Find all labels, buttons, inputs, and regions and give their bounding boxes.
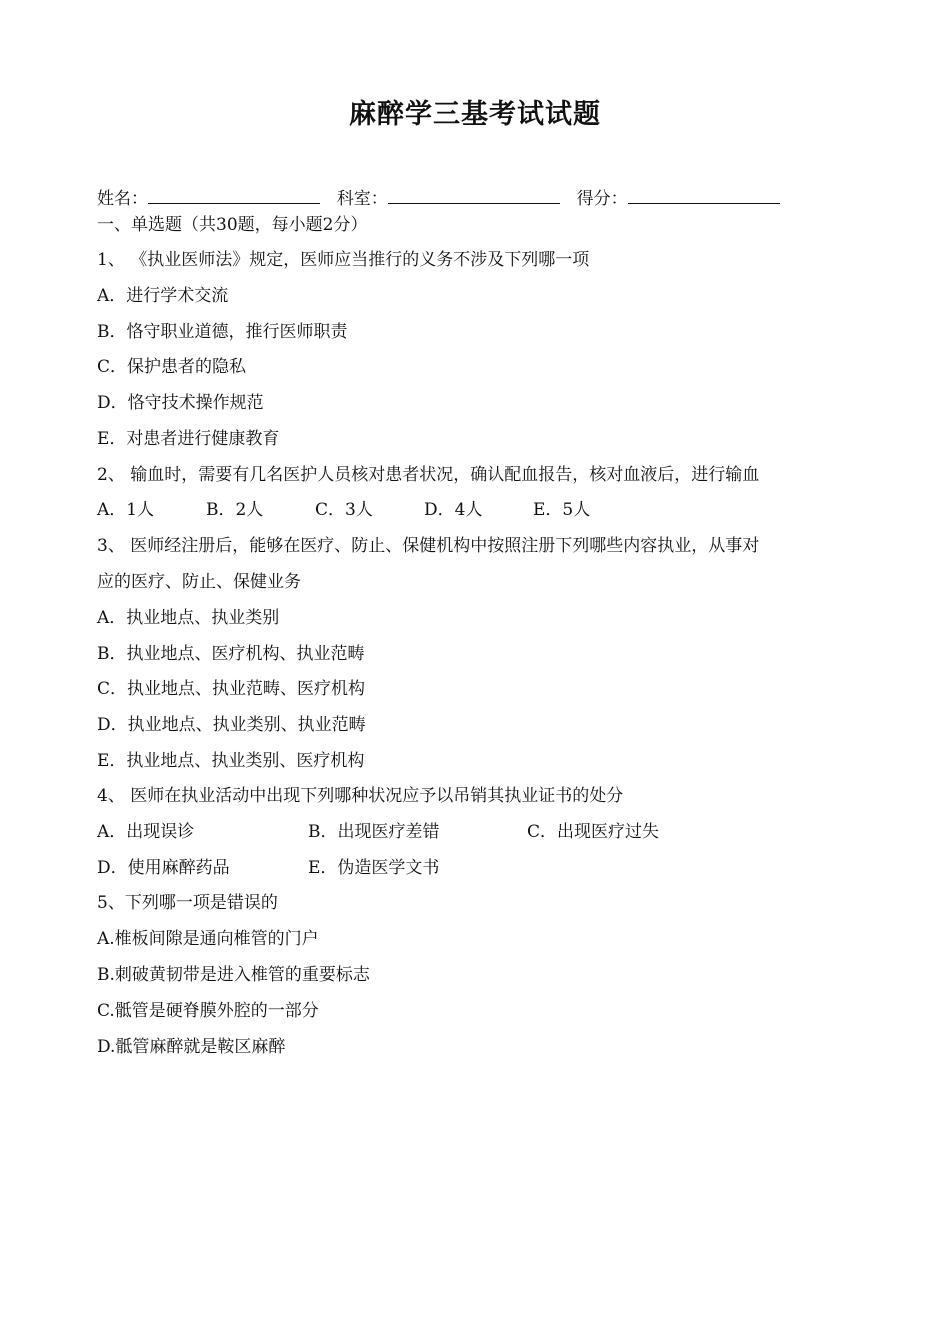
question-4-option-a: A．出现误诊	[97, 822, 195, 842]
score-label: 得分：	[576, 189, 628, 209]
question-2-options	[97, 499, 590, 521]
question-4-options-row-1	[97, 821, 659, 843]
question-2-option-d: D．4人	[424, 500, 483, 520]
score-blank[interactable]	[628, 187, 780, 204]
question-1-option-a: A．进行学术交流	[97, 286, 229, 306]
question-3-option-a: A．执业地点、执业类别	[97, 608, 280, 628]
question-1-option-e: E．对患者进行健康教育	[97, 429, 280, 449]
question-1-option-d: D．恪守技术操作规范	[97, 393, 264, 413]
name-blank[interactable]	[148, 187, 320, 204]
dept-blank[interactable]	[388, 187, 560, 204]
question-4-option-c: C．出现医疗过失	[527, 822, 660, 842]
question-3-option-d: D．执业地点、执业类别、执业范畴	[97, 715, 366, 735]
question-5-option-c: C.骶管是硬脊膜外腔的一部分	[97, 1001, 319, 1021]
question-4-stem: 4、 医师在执业活动中出现下列哪种状况应予以吊销其执业证书的处分	[97, 786, 624, 806]
question-5-option-b: B.刺破黄韧带是进入椎管的重要标志	[97, 965, 370, 985]
question-1-option-c: C．保护患者的隐私	[97, 357, 247, 377]
question-4-options-row-2	[97, 857, 439, 879]
header-info-row	[97, 187, 780, 210]
question-3-option-c: C．执业地点、执业范畴、医疗机构	[97, 679, 366, 699]
section-heading: 一、单选题（共30题，每小题2分）	[97, 215, 368, 235]
question-2-option-c: C．3人	[315, 500, 373, 520]
question-1-option-b: B．恪守职业道德，推行医师职责	[97, 322, 348, 342]
question-5-stem: 5、下列哪一项是错误的	[97, 893, 278, 913]
question-3-option-b: B．执业地点、医疗机构、执业范畴	[97, 644, 365, 664]
name-label: 姓名：	[97, 189, 148, 209]
question-3-stem-line-2: 应的医疗、防止、保健业务	[97, 572, 301, 592]
question-3-option-e: E．执业地点、执业类别、医疗机构	[97, 751, 365, 771]
question-4-option-d: D．使用麻醉药品	[97, 858, 230, 878]
question-2-stem: 2、 输血时，需要有几名医护人员核对患者状况，确认配血报告，核对血液后，进行输血	[97, 465, 760, 485]
question-4-option-e: E．伪造医学文书	[308, 858, 440, 878]
question-5-option-a: A.椎板间隙是通向椎管的门户	[97, 929, 319, 949]
question-2-option-e: E．5人	[533, 500, 591, 520]
question-4-option-b: B．出现医疗差错	[308, 822, 440, 842]
dept-label: 科室：	[336, 189, 388, 209]
page-title: 麻醉学三基考试试题	[349, 99, 601, 130]
question-5-option-d: D.骶管麻醉就是鞍区麻醉	[97, 1037, 286, 1057]
question-2-option-a: A．1人	[97, 500, 155, 520]
question-2-option-b: B．2人	[206, 500, 264, 520]
question-1-stem: 1、 《执业医师法》规定，医师应当推行的义务不涉及下列哪一项	[97, 250, 590, 270]
question-3-stem-line-1: 3、 医师经注册后，能够在医疗、防止、保健机构中按照注册下列哪些内容执业，从事对	[97, 536, 760, 556]
